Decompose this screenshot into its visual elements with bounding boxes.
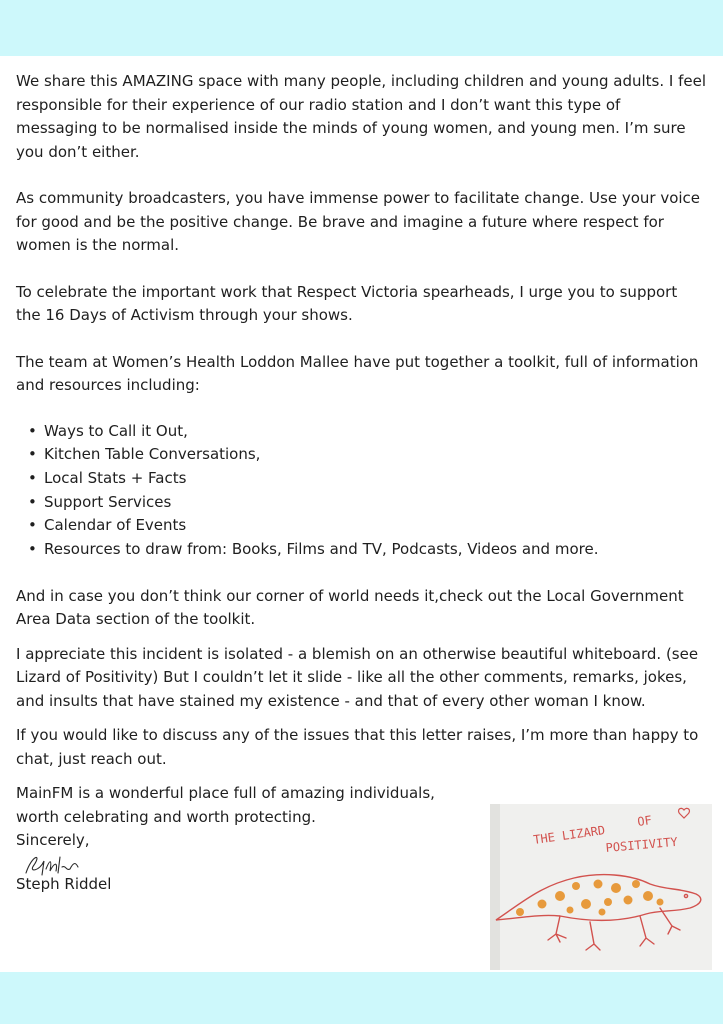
photo-title-line3: POSITIVITY [605,834,679,855]
resource-list [16,420,706,562]
lizard-of-positivity-photo [490,804,712,970]
list-item: • Ways to Call it Out, [44,420,706,444]
paragraph-shared-space: We share this AMAZING space with many people, including children and young adults. I feel responsible for their experience of our radio station and I don’t want this type of messaging to be normalised inside the minds of young women, and young men. I’m sure you don’t either. [16,72,707,161]
list-item: • Support Services [44,491,706,515]
paragraph-lga-data: And in case you don’t think our corner of world needs it,check out the Local Government Area Data section of the toolkit. [16,586,684,629]
paragraph-discuss: If you would like to discuss any of the issues that this letter raises, I’m more than happy to chat, just reach out. [16,726,699,768]
paragraph-mainfm: MainFM is a wonderful place full of amazing individuals, worth celebrating and worth protecting. [16,784,435,826]
list-item: • Calendar of Events [44,514,706,538]
paragraph-respect-victoria: To celebrate the important work that Respect Victoria spearheads, I urge you to support the 16 Days of Activism through your shows. [16,282,678,324]
photo-title-line1: THE LIZARD [532,823,606,847]
list-item: • Local Stats + Facts [44,467,706,491]
closing-text: Sincerely, [16,831,90,850]
list-item: • Resources to draw from: Books, Films and TV, Podcasts, Videos and more. [44,538,706,562]
signatory-name: Steph Riddel [16,874,112,893]
paragraph-community-broadcasters: As community broadcasters, you have immense power to facilitate change. Use your voice for good and be the positive change. Be brave and imagine a future where respect for women is the normal. [16,189,701,254]
paragraph-incident: I appreciate this incident is isolated - a blemish on an otherwise beautiful whiteboard. (see Lizard of Positivity) But I couldn’t let it slide - like all the other comments, remarks, jokes, and insults that have stained my existence - and that of every other woman I know. [16,644,699,710]
photo-title-line2: OF [636,813,653,829]
paragraph-toolkit-intro: The team at Women’s Health Loddon Mallee have put together a toolkit, full of information and resources including: [16,352,699,394]
list-item: • Kitchen Table Conversations, [44,443,706,467]
bottom-band [0,972,723,1024]
top-band [0,0,723,56]
letter-body [16,70,706,896]
